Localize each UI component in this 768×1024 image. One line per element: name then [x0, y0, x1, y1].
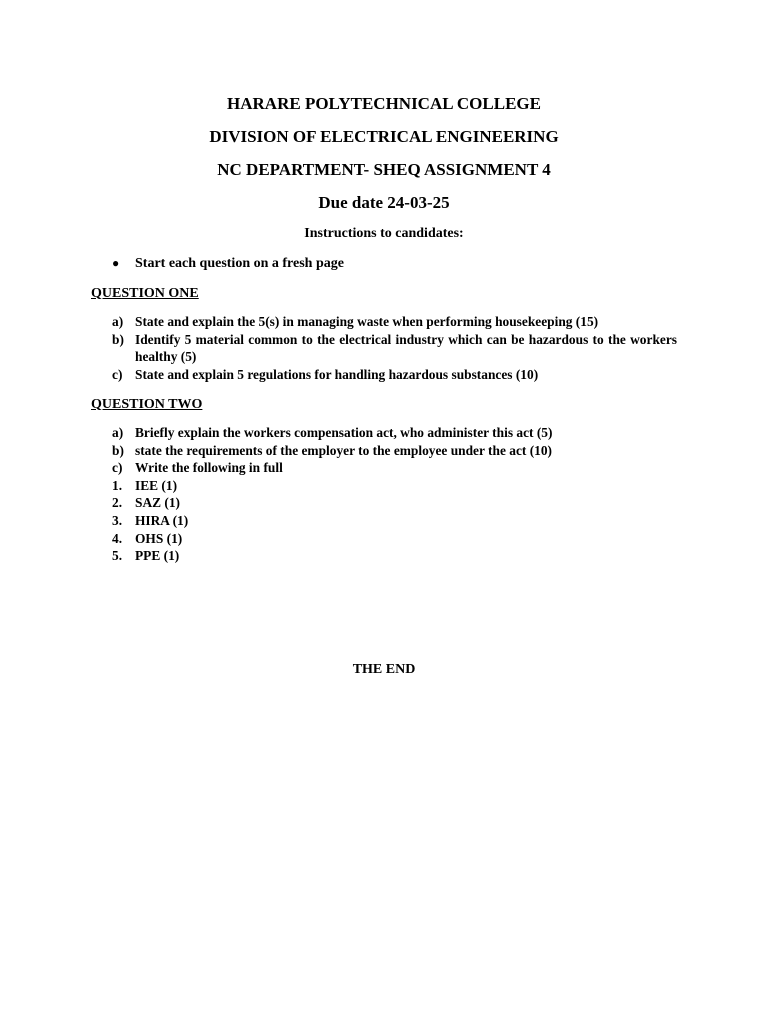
item-marker: 4.: [112, 530, 123, 546]
item-marker: b): [112, 331, 124, 347]
item-marker: a): [112, 425, 124, 440]
instructions-heading: Instructions to candidates:: [304, 226, 464, 241]
college-title: HARARE POLYTECHNICAL COLLEGE: [227, 94, 541, 113]
item-text: PPE (1): [135, 548, 180, 564]
item-marker: c): [112, 366, 123, 382]
instruction-item: [112, 255, 344, 272]
item-text: State and explain the 5(s) in managing waste when performing housekeeping (15): [135, 314, 599, 329]
list-item: [112, 547, 677, 565]
item-marker: 5.: [112, 548, 123, 564]
list-item: [112, 424, 677, 442]
item-text: HIRA (1): [135, 512, 189, 528]
list-item: [112, 313, 677, 331]
bullet-icon: ●: [112, 256, 120, 270]
list-item: [112, 477, 677, 495]
instruction-text: Start each question on a fresh page: [135, 256, 344, 271]
item-marker: 3.: [112, 512, 123, 528]
list-item: [112, 331, 677, 366]
division-title: DIVISION OF ELECTRICAL ENGINEERING: [209, 127, 559, 146]
question-one-list: [112, 313, 677, 383]
item-text: Write the following in full: [135, 460, 283, 476]
list-item: [112, 366, 677, 384]
list-item: [112, 459, 677, 477]
item-marker: c): [112, 460, 123, 476]
item-text: IEE (1): [135, 477, 178, 493]
item-marker: 1.: [112, 477, 123, 493]
list-item: [112, 442, 677, 460]
question-two-heading: QUESTION TWO: [91, 397, 203, 412]
end-marker: THE END: [352, 662, 416, 677]
list-item: [112, 512, 677, 530]
item-marker: a): [112, 314, 124, 329]
item-text: state the requirements of the employer to the employee under the act (10): [135, 442, 553, 458]
item-text: Briefly explain the workers compensation act, who administer this act (5): [135, 425, 553, 440]
due-date: Due date 24-03-25: [318, 193, 450, 212]
question-two-list: [112, 424, 677, 565]
item-text: OHS (1): [135, 530, 183, 546]
item-text: Identify 5 material common to the electrical industry which can be hazardous to the workers healthy (5): [135, 331, 677, 365]
item-text: State and explain 5 regulations for handling hazardous substances (10): [135, 366, 539, 382]
item-marker: b): [112, 442, 124, 458]
item-text: SAZ (1): [135, 495, 181, 511]
item-marker: 2.: [112, 495, 123, 511]
list-item: [112, 530, 677, 548]
question-one-heading: QUESTION ONE: [91, 286, 199, 301]
assignment-title: NC DEPARTMENT- SHEQ ASSIGNMENT 4: [217, 160, 551, 179]
list-item: [112, 494, 677, 512]
